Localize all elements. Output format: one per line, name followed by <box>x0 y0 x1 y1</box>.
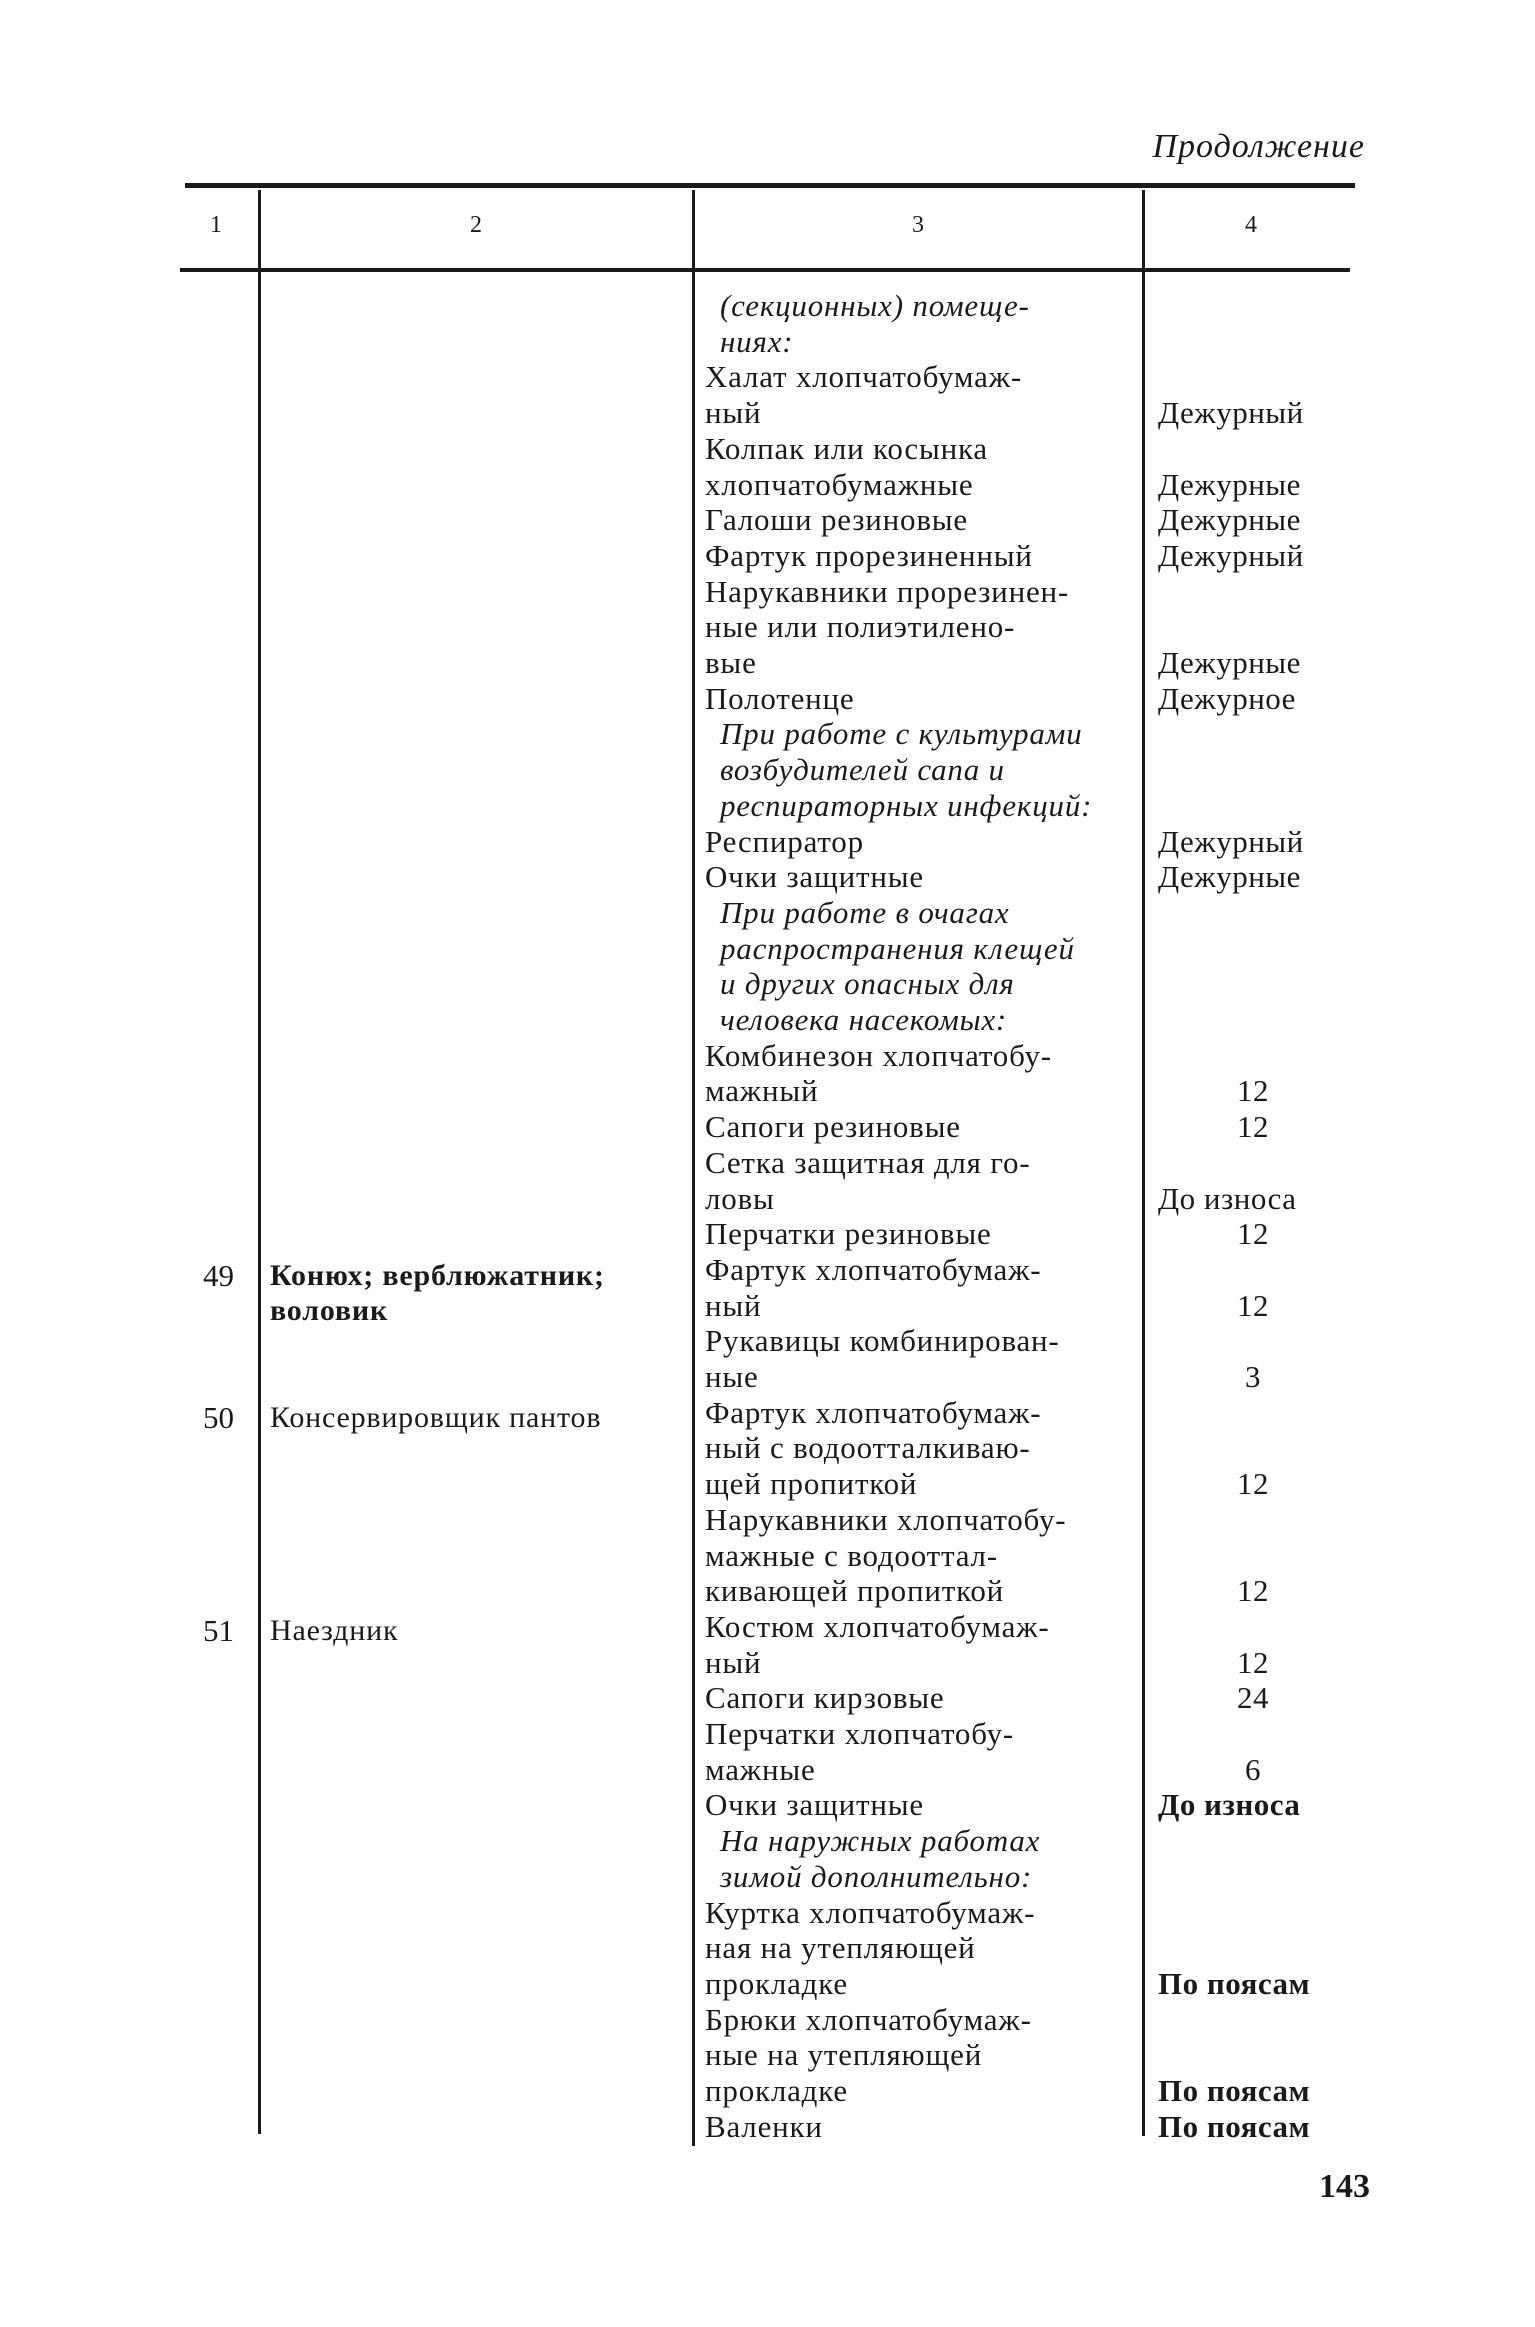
item-line: ные или полиэтилено- <box>705 609 1016 645</box>
item-line: мажные <box>705 1751 816 1787</box>
issue-period-value: По поясам <box>1158 2108 1311 2144</box>
issue-period-value: До износа <box>1158 1180 1297 1216</box>
item-line: ный с водоотталкиваю- <box>705 1430 1031 1466</box>
item-line: Галоши резиновые <box>705 502 968 538</box>
column-divider-2 <box>692 190 695 2146</box>
issue-period-value: По поясам <box>1158 2073 1311 2108</box>
issue-period-value: 12 <box>1237 1573 1269 1609</box>
item-line: ниях: <box>720 323 794 359</box>
issue-period-value: Дежурные <box>1158 645 1301 680</box>
issue-period-value: 3 <box>1245 1359 1261 1394</box>
item-line: Сапоги резиновые <box>705 1109 961 1145</box>
item-line: Рукавицы комбинирован- <box>705 1323 1060 1359</box>
issue-period-value: 12 <box>1237 1644 1269 1680</box>
item-line: Фартук хлопчатобумаж- <box>705 1394 1042 1430</box>
issue-period-value: 6 <box>1245 1751 1261 1787</box>
column-divider-3 <box>1142 190 1145 2136</box>
issue-period-value: Дежурные <box>1158 466 1301 502</box>
issue-period-value: Дежурный <box>1158 537 1304 573</box>
item-line: Валенки <box>705 2108 823 2144</box>
item-line: человека насекомых: <box>720 1002 1008 1037</box>
item-line: респираторных инфекций: <box>720 787 1093 823</box>
item-line: Брюки хлопчатобумаж- <box>705 2001 1032 2037</box>
item-line: Костюм хлопчатобумаж- <box>705 1608 1050 1644</box>
item-line: Перчатки резиновые <box>705 1216 992 1252</box>
item-line: зимой дополнительно: <box>720 1858 1033 1894</box>
item-line: Сетка защитная для го- <box>705 1144 1031 1180</box>
header-rule <box>180 268 1350 272</box>
item-line: и других опасных для <box>720 966 1015 1002</box>
column-divider-1 <box>258 190 261 2134</box>
issue-period-value: Дежурный <box>1158 823 1304 859</box>
item-line: При работе с культурами <box>720 716 1083 752</box>
issue-period-value: Дежурные <box>1158 859 1301 895</box>
issue-period-value: 12 <box>1237 1109 1269 1145</box>
item-line: прокладке <box>705 2073 848 2108</box>
header-col-2: 2 <box>470 212 482 238</box>
item-line: прокладке <box>705 1965 848 2001</box>
row-51-number: 51 <box>203 1613 234 1648</box>
item-line: Колпак или косынка <box>705 430 988 466</box>
item-line: ные на утепляющей <box>705 2037 983 2073</box>
header-col-1: 1 <box>210 212 222 238</box>
item-line: Куртка хлопчатобумаж- <box>705 1894 1036 1930</box>
item-line: Фартук прорезиненный <box>705 537 1033 573</box>
item-line: При работе в очагах <box>720 894 1010 930</box>
issue-period-value: 12 <box>1237 1073 1269 1109</box>
item-line: ловы <box>705 1180 775 1216</box>
item-line: Очки защитные <box>705 1787 924 1823</box>
item-line: ная на утепляющей <box>705 1930 976 1966</box>
item-line: (секционных) помеще- <box>720 288 1030 323</box>
item-line: Перчатки хлопчатобу- <box>705 1716 1015 1751</box>
item-line: хлопчатобумажные <box>705 466 974 502</box>
item-line: вые <box>705 645 757 680</box>
continuation-label: Продолжение <box>1152 128 1365 165</box>
item-line: распространения клещей <box>720 930 1075 966</box>
item-line: Очки защитные <box>705 859 924 895</box>
issue-period-value: По поясам <box>1158 1965 1311 2001</box>
item-line: ный <box>705 1644 762 1680</box>
row-50-number: 50 <box>203 1400 234 1435</box>
item-line: возбудителей сапа и <box>720 752 1005 788</box>
item-line: Фартук хлопчатобумаж- <box>705 1251 1042 1287</box>
row-49-profession-text: Конюх; верблюжатник; воловик <box>270 1259 605 1327</box>
issue-period-value: 12 <box>1237 1287 1269 1323</box>
item-line: Халат хлопчатобумаж- <box>705 359 1022 395</box>
item-line: Полотенце <box>705 680 855 716</box>
page-number: 143 <box>1319 2168 1370 2205</box>
issue-period-value: 24 <box>1237 1680 1269 1716</box>
item-line: щей пропиткой <box>705 1466 918 1502</box>
top-rule <box>185 183 1355 188</box>
item-line: кивающей пропиткой <box>705 1573 1005 1609</box>
row-50-profession: Консервировщик пантов <box>270 1401 602 1434</box>
item-line: Сапоги кирзовые <box>705 1680 945 1716</box>
issue-period-value: Дежурное <box>1158 680 1296 716</box>
item-line: мажный <box>705 1073 819 1109</box>
issue-period-value: 12 <box>1237 1216 1269 1252</box>
item-line: ный <box>705 1287 762 1323</box>
header-col-3: 3 <box>912 212 924 238</box>
item-line: Респиратор <box>705 823 864 859</box>
item-line: ные <box>705 1359 759 1394</box>
item-line: На наружных работах <box>720 1823 1041 1859</box>
row-49-profession <box>270 1258 690 1328</box>
item-line: Нарукавники прорезинен- <box>705 573 1070 609</box>
item-line: Комбинезон хлопчатобу- <box>705 1037 1052 1073</box>
issue-period-value: Дежурный <box>1158 395 1304 431</box>
row-51-profession: Наездник <box>270 1614 399 1647</box>
issue-period-value: До износа <box>1158 1787 1301 1823</box>
issue-period-value: Дежурные <box>1158 502 1301 538</box>
row-49-number: 49 <box>203 1258 234 1293</box>
item-line: Нарукавники хлопчатобу- <box>705 1501 1067 1537</box>
item-line: ный <box>705 395 762 431</box>
header-col-4: 4 <box>1245 212 1257 238</box>
issue-period-value: 12 <box>1237 1466 1269 1502</box>
item-line: мажные с водооттал- <box>705 1537 998 1573</box>
